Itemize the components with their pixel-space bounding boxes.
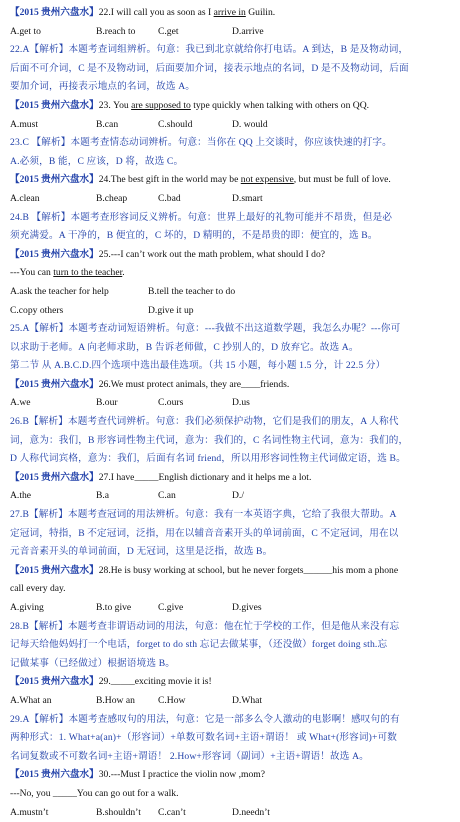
question-text: ---You can — [10, 267, 54, 279]
question-line — [10, 785, 452, 804]
analysis-text: 记每天给他妈妈打一个电话，forget to do sth 忘记去做某事，（还没做）forget doing sth.忘 — [10, 639, 388, 651]
analysis-text: 第二节 从 A.B.C.D.四个选项中选出最佳选项。（共 15 小题，每小题 1.5 分，计 22.5 分） — [10, 360, 386, 372]
question-text: . — [122, 267, 125, 279]
source-tag: 【2015 贵州六盘水】 — [10, 378, 99, 390]
analysis-line — [10, 134, 452, 153]
analysis-text: 词，意为：我们，B 形容词性物主代词，意为：我们的，C 名词性物主代词，意为：我们的， — [10, 434, 409, 446]
options-row — [10, 692, 452, 711]
source-tag: 【2015 贵州六盘水】 — [10, 676, 99, 688]
source-tag: 【2015 贵州六盘水】 — [10, 7, 99, 18]
question-text: friends. — [260, 378, 290, 390]
analysis-line — [10, 357, 452, 376]
analysis-text: 23.C 【解析】本题考查情态动词辨析。句意：当你在 QQ 上交谈时，你应该快速的打字。 — [10, 137, 392, 149]
source-tag: 【2015 贵州六盘水】 — [10, 248, 99, 260]
analysis-text: 25.A【解析】本题考查动词短语辨析。句意：---我做不出这道数学题，我怎么办呢？---你可 — [10, 323, 401, 335]
analysis-line — [10, 339, 452, 358]
analysis-text: D 人称代词宾格，意为：我们，后面有名词 friend，所以用形容词性物主代词做定语，选 B。 — [10, 453, 406, 465]
analysis-line — [10, 729, 452, 748]
source-tag: 【2015 贵州六盘水】 — [10, 99, 99, 111]
analysis-line — [10, 618, 452, 637]
option: A.mustn’t — [10, 806, 49, 818]
question-text: English dictionary and it helps me a lot. — [158, 471, 312, 483]
option: D.What — [232, 694, 263, 706]
analysis-line — [10, 60, 452, 79]
question-line — [10, 580, 452, 599]
analysis-line — [10, 506, 452, 525]
option: C.give — [158, 602, 184, 613]
analysis-text: 要加介词，再接表示地点的名词，故选 A。 — [10, 81, 196, 93]
option: A.get to — [10, 25, 41, 37]
analysis-text: 以求助于老师。A 向老师求助，B 告诉老师做，C 抄别人的，D 放弃它。故选 A。 — [10, 341, 359, 353]
question-text: 30.---Must I practice the violin now ,mom? — [98, 769, 266, 781]
analysis-text: 27.B【解析】本题考查冠词的用法辨析。句意：我有一本英语字典，它给了我很大帮助。A — [10, 509, 397, 521]
analysis-text: 记做某事（已经做过）根据语境选 B。 — [10, 657, 175, 669]
option: B.our — [96, 397, 118, 409]
question-text: 29. — [98, 676, 111, 688]
analysis-line — [10, 432, 452, 451]
option: C.can’t — [158, 806, 186, 818]
analysis-text: 28.B【解析】本题考查非谓语动词的用法，句意：他在忙于学校的工作，但是他从来没有忘 — [10, 620, 400, 632]
option: D.needn’t — [232, 806, 270, 818]
question-line — [10, 171, 452, 190]
source-tag: 【2015 贵州六盘水】 — [10, 174, 99, 186]
option: D.us — [232, 397, 250, 409]
question-line — [10, 376, 452, 395]
option: D./ — [232, 490, 244, 502]
option: C.should — [158, 118, 193, 130]
analysis-line — [10, 655, 452, 674]
options-row — [10, 302, 452, 321]
question-text: 28.He is busy working at school, but he never forgets — [98, 564, 304, 576]
analysis-text: 元音音素开头的单词前面，D 无冠词，这里是泛指，故选 B。 — [10, 546, 273, 558]
analysis-text: 两种形式：1. What+a(an)+（形容词）+单数可数名词+主语+谓语！ 或 What+(形容词)+可数 — [10, 732, 398, 744]
question-line — [10, 562, 452, 581]
analysis-text: A.必须，B 能，C 应该，D 将，故选 C。 — [10, 155, 184, 167]
question-text: type quickly when talking with others on QQ. — [190, 99, 370, 111]
question-text: 25.---I can’t work out the math problem, what should I do? — [98, 248, 326, 260]
option: C.get — [158, 25, 179, 37]
analysis-line — [10, 227, 452, 246]
question-text: his mom a phone — [332, 564, 399, 576]
option: D.gives — [232, 602, 262, 613]
options-row — [10, 190, 452, 209]
analysis-text: 定冠词，特指，B 不定冠词，泛指，用在以辅音音素开头的单词前面，C 不定冠词，用在以 — [10, 527, 399, 539]
option: B.shouldn’t — [96, 806, 141, 818]
options-row — [10, 283, 452, 302]
analysis-line — [10, 41, 452, 60]
option: B.a — [96, 490, 110, 502]
option: A.must — [10, 118, 38, 130]
question-text: ______ — [303, 564, 333, 576]
analysis-line — [10, 543, 452, 562]
question-line — [10, 4, 452, 23]
question-line — [10, 766, 452, 785]
question-text: _____ — [52, 787, 77, 799]
options-row — [10, 394, 452, 413]
question-line — [10, 673, 452, 692]
option: C.How — [158, 694, 186, 706]
option: D.give it up — [148, 304, 194, 316]
analysis-text: 26.B【解析】本题考查代词辨析。句意：我们必须保护动物，它们是我们的朋友，A 人称代 — [10, 416, 399, 428]
analysis-text: 29.A【解析】本题考查感叹句的用法，句意：它是一部多么令人激动的电影啊！感叹句的有 — [10, 713, 400, 725]
source-tag: 【2015 贵州六盘水】 — [10, 564, 99, 576]
option: A.clean — [10, 192, 40, 204]
question-text: 24.The best gift in the world may be — [98, 174, 241, 186]
analysis-line — [10, 748, 452, 767]
option: A.What an — [10, 694, 52, 706]
question-line — [10, 97, 452, 116]
question-text: turn to the teacher — [53, 267, 123, 279]
option: D.smart — [232, 192, 263, 204]
option: B.cheap — [96, 192, 128, 204]
source-tag: 【2015 贵州六盘水】 — [10, 471, 99, 483]
analysis-text: 22.A【解析】本题考查词组辨析。句意：我已到北京就给你打电话。A 到达，B 是及物动词， — [10, 44, 409, 56]
question-text: Guilin. — [245, 7, 276, 18]
question-line — [10, 264, 452, 283]
option: B.can — [96, 118, 119, 130]
question-text: You can go out for a walk. — [76, 787, 179, 799]
analysis-line — [10, 209, 452, 228]
question-text: arrive in — [213, 7, 246, 18]
option: C.ours — [158, 397, 184, 409]
options-row — [10, 116, 452, 135]
option: D. would — [232, 118, 268, 130]
analysis-text: 名词复数或不可数名词+主语+谓语！ 2.How+形容词（副词）+主语+谓语！故选 A。 — [10, 750, 369, 762]
question-text: _____ — [134, 471, 159, 483]
analysis-line — [10, 711, 452, 730]
analysis-text: 后面不可介词，C 是不及物动词，后面要加介词，接表示地点的名词，D 是不及物动词，后面 — [10, 62, 409, 74]
option: A.we — [10, 397, 31, 409]
analysis-line — [10, 413, 452, 432]
question-text: ____ — [241, 378, 261, 390]
options-row — [10, 487, 452, 506]
analysis-text: 须充满爱。A 干净的，B 便宜的，C 坏的，D 精明的，不是昂贵的即：便宜的，选 B。 — [10, 230, 378, 242]
option: C.bad — [158, 192, 181, 204]
option: B.to give — [96, 602, 132, 613]
option: A.the — [10, 490, 32, 502]
option: B.How an — [96, 694, 135, 706]
question-line — [10, 246, 452, 265]
question-text: call every day. — [10, 583, 66, 595]
options-row — [10, 23, 452, 42]
question-text: exciting movie it is! — [134, 676, 212, 688]
question-line — [10, 469, 452, 488]
question-text: 27.I have — [98, 471, 135, 483]
question-text: 26.We must protect animals, they are — [98, 378, 242, 390]
question-text: 23. You — [98, 99, 132, 111]
question-text: 22.I will call you as soon as I — [98, 7, 214, 18]
option: A.giving — [10, 602, 44, 613]
question-text: not expensive — [240, 174, 294, 186]
analysis-line — [10, 525, 452, 544]
question-text: are supposed to — [131, 99, 191, 111]
analysis-line — [10, 153, 452, 172]
analysis-text: 24.B 【解析】本题考查形容词反义辨析。句意：世界上最好的礼物可能并不昂贵，但是必 — [10, 211, 393, 223]
analysis-line — [10, 450, 452, 469]
option: B.tell the teacher to do — [148, 285, 236, 297]
analysis-line — [10, 78, 452, 97]
question-text: , but must be full of love. — [293, 174, 391, 186]
options-row — [10, 804, 452, 822]
analysis-line — [10, 636, 452, 655]
question-text: _____ — [110, 676, 135, 688]
option: B.reach to — [96, 25, 136, 37]
option: D.arrive — [232, 25, 264, 37]
option: A.ask the teacher for help — [10, 285, 109, 297]
analysis-line — [10, 320, 452, 339]
option: C.an — [158, 490, 176, 502]
question-text: ---No, you — [10, 787, 53, 799]
options-row — [10, 599, 452, 618]
option: C.copy others — [10, 304, 64, 316]
source-tag: 【2015 贵州六盘水】 — [10, 769, 99, 781]
